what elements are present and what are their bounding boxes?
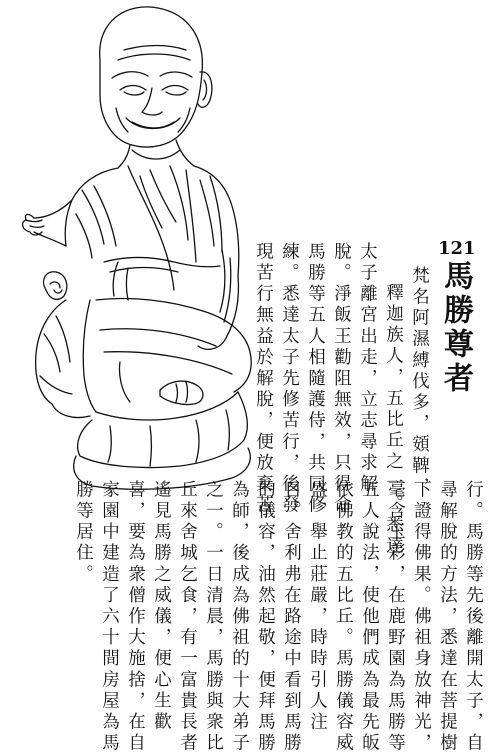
text-column: 毫含玉彩，在鹿野園為馬勝等 xyxy=(385,480,406,754)
text-column: 尋解脫的方法，悉達在菩提樹 xyxy=(437,480,458,754)
text-column: 之一。一日清晨，馬勝與衆比 xyxy=(203,480,224,754)
text-column: 喜，要為衆僧作大施捨，在自 xyxy=(125,480,146,754)
text-column: 馬勝等五人相隨護侍，共同修 xyxy=(305,242,326,517)
head-outline xyxy=(100,7,203,147)
text-column: 勝等居住。 xyxy=(73,480,94,586)
text-column: 目。舍利弗在路途中看到馬勝 xyxy=(281,480,302,754)
text-column: 為師，後成為佛祖的十大弟子 xyxy=(229,480,250,754)
text-column: 釋迦族人，五比丘之一。悉達 xyxy=(383,283,404,558)
entry-number: 121 xyxy=(438,238,476,259)
text-column: 梵名阿濕縛伐多，頞鞞， xyxy=(409,266,430,499)
text-column: 丘來舍城乞食，有一富貴長者 xyxy=(177,480,198,754)
text-column: 遙見馬勝之威儀，便心生歡 xyxy=(151,480,172,734)
page-title: 馬勝尊者 xyxy=(438,260,473,396)
text-column: 依佛教的五比丘。馬勝儀容威 xyxy=(333,480,354,754)
text-column: 家園中建造了六十間房屋為馬 xyxy=(99,480,120,754)
text-column: 練。悉達太子先修苦行，後發 xyxy=(279,242,300,517)
text-column: 盛，舉止莊嚴，時時引人注 xyxy=(307,480,328,734)
text-column: 現苦行無益於解脫，便放棄苦 xyxy=(253,242,274,517)
held-object-outline xyxy=(44,272,67,300)
text-column: 五人說法，使他們成為最先皈 xyxy=(359,480,380,754)
text-column: 行。馬勝等先後離開太子，自 xyxy=(463,480,484,754)
text-column: 下證得佛果。佛祖身放神光， xyxy=(411,480,432,754)
text-column: 脫。淨飯王勸阻無效，只得命 xyxy=(331,242,352,517)
text-column: 太子離宮出走，立志尋求解 xyxy=(357,242,378,496)
text-column: 的儀容，油然起敬，便拜馬勝 xyxy=(255,480,276,754)
